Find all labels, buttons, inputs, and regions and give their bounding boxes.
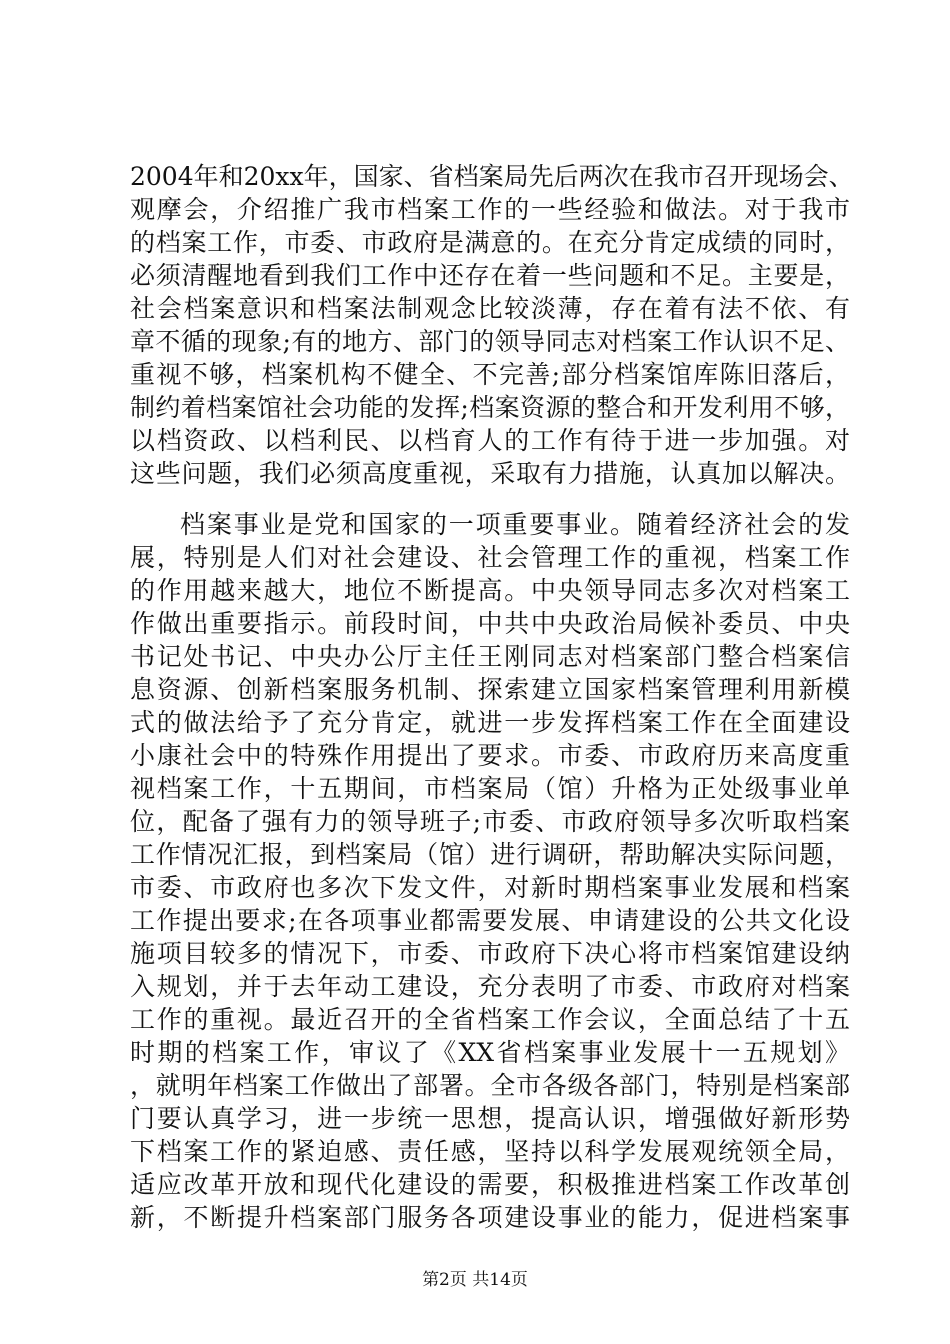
document-body xyxy=(130,160,854,1234)
paragraph-2-line: 新，不断提升档案部门服务各项建设事业的能力，促进档案事 xyxy=(130,1203,850,1232)
paragraph-gap xyxy=(130,490,850,508)
paragraph-2-line: 式的做法给予了充分肯定，就进一步发挥档案工作在全面建设 xyxy=(130,708,850,737)
paragraph-1-line: 章不循的现象;有的地方、部门的领导同志对档案工作认识不足、 xyxy=(130,327,850,356)
paragraph-2-line: 视档案工作，十五期间，市档案局（馆）升格为正处级事业单 xyxy=(130,774,850,803)
paragraph-2-line: 工作的重视。最近召开的全省档案工作会议，全面总结了十五 xyxy=(130,1005,850,1034)
paragraph-2-line: 工作情况汇报，到档案局（馆）进行调研，帮助解决实际问题， xyxy=(130,840,850,869)
paragraph-2-line: 展，特别是人们对社会建设、社会管理工作的重视，档案工作 xyxy=(130,543,850,572)
paragraph-1-line: 社会档案意识和档案法制观念比较淡薄，存在着有法不依、有 xyxy=(130,294,850,323)
paragraph-2-line: 适应改革开放和现代化建设的需要，积极推进档案工作改革创 xyxy=(130,1170,850,1199)
paragraph-1-line: 重视不够，档案机构不健全、不完善;部分档案馆库陈旧落后， xyxy=(130,360,850,389)
paragraph-1-line: 这些问题，我们必须高度重视，采取有力措施，认真加以解决。 xyxy=(130,459,850,488)
paragraph-1-line: 以档资政、以档利民、以档育人的工作有待于进一步加强。对 xyxy=(130,426,850,455)
paragraph-2-line: 位，配备了强有力的领导班子;市委、市政府领导多次听取档案 xyxy=(130,807,850,836)
paragraph-2-line: 市委、市政府也多次下发文件，对新时期档案事业发展和档案 xyxy=(130,873,850,902)
paragraph-2-line: 下档案工作的紧迫感、责任感，坚持以科学发展观统领全局， xyxy=(130,1137,850,1166)
paragraph-1 xyxy=(130,160,854,490)
paragraph-2-line: ，就明年档案工作做出了部署。全市各级各部门，特别是档案部 xyxy=(130,1071,850,1100)
paragraph-1-line: 观摩会，介绍推广我市档案工作的一些经验和做法。对于我市 xyxy=(130,195,850,224)
paragraph-2-line: 时期的档案工作，审议了《XX省档案事业发展十一五规划》 xyxy=(130,1038,850,1067)
paragraph-2-line: 门要认真学习，进一步统一思想，提高认识，增强做好新形势 xyxy=(130,1104,850,1133)
paragraph-2-line: 工作提出要求;在各项事业都需要发展、申请建设的公共文化设 xyxy=(130,906,850,935)
paragraph-2-line: 的作用越来越大，地位不断提高。中央领导同志多次对档案工 xyxy=(130,576,850,605)
paragraph-2-line: 小康社会中的特殊作用提出了要求。市委、市政府历来高度重 xyxy=(130,741,850,770)
page-footer: 第2页 共14页 xyxy=(422,1270,528,1290)
paragraph-1-line: 2004年和20xx年，国家、省档案局先后两次在我市召开现场会、 xyxy=(130,162,854,191)
paragraph-1-line: 的档案工作，市委、市政府是满意的。在充分肯定成绩的同时， xyxy=(130,228,850,257)
paragraph-2-line: 入规划，并于去年动工建设，充分表明了市委、市政府对档案 xyxy=(130,972,850,1001)
paragraph-2-line: 档案事业是党和国家的一项重要事业。随着经济社会的发 xyxy=(180,510,850,539)
paragraph-2-line: 息资源、创新档案服务机制、探索建立国家档案管理利用新模 xyxy=(130,675,850,704)
paragraph-2-line: 施项目较多的情况下，市委、市政府下决心将市档案馆建设纳 xyxy=(130,939,850,968)
paragraph-2-line: 作做出重要指示。前段时间，中共中央政治局候补委员、中央 xyxy=(130,609,850,638)
paragraph-2-line: 书记处书记、中央办公厅主任王刚同志对档案部门整合档案信 xyxy=(130,642,850,671)
paragraph-1-line: 制约着档案馆社会功能的发挥;档案资源的整合和开发利用不够， xyxy=(130,393,850,422)
paragraph-2 xyxy=(130,508,850,1234)
paragraph-1-line: 必须清醒地看到我们工作中还存在着一些问题和不足。主要是， xyxy=(130,261,850,290)
